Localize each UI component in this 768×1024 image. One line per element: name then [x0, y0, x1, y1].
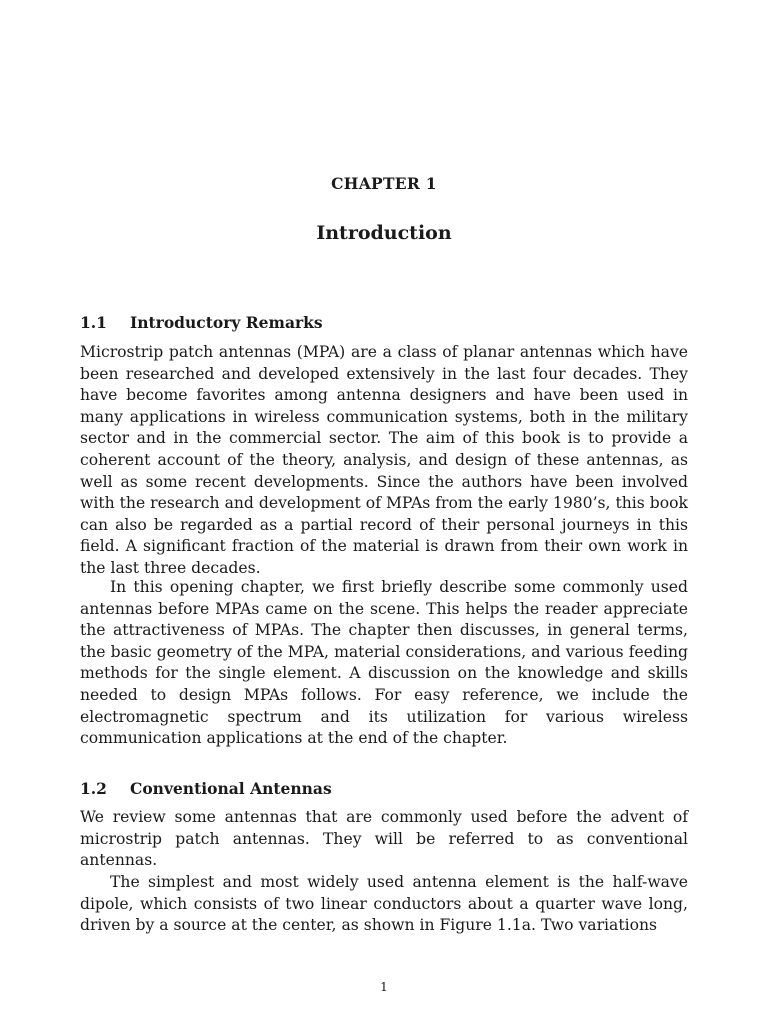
book-page — [80, 0, 688, 1024]
paragraph: The simplest and most widely used antenna element is the half-wave dipole, which consists of two linear conductors about a quarter wave long, driven by a source at the center, as shown in Figure 1.1a. Two variations — [80, 873, 688, 935]
section-heading — [80, 779, 332, 798]
chapter-title: Introduction — [316, 222, 452, 244]
section-number: 1.1 — [80, 313, 107, 332]
page-number: 1 — [380, 980, 388, 994]
section-number: 1.2 — [80, 779, 107, 798]
paragraph: We review some antennas that are commonly used before the advent of microstrip patch antennas. They will be referred to as conventional antennas. — [80, 808, 688, 870]
chapter-label: CHAPTER 1 — [331, 174, 437, 193]
paragraph: Microstrip patch antennas (MPA) are a class of planar antennas which have been researched and developed extensively in the last four decades. They have become favorites among antenna designers and have been used in many applications in wireless communication systems, both in the military sector and in the commercial sector. The aim of this book is to provide a coherent account of the theory, analysis, and design of these antennas, as well as some recent developments. Since the authors have been involved with the research and development of MPAs from the early 1980’s, this book can also be regarded as a partial record of their personal journeys in this field. A significant fraction of the material is drawn from their own work in the last three decades. — [80, 343, 688, 577]
paragraph: In this opening chapter, we first briefly describe some commonly used antennas before MPAs came on the scene. This helps the reader appreciate the attractiveness of MPAs. The chapter then discusses, in general terms, the basic geometry of the MPA, material considerations, and various feeding methods for the single element. A discussion on the knowledge and skills needed to design MPAs follows. For easy reference, we include the electromagnetic spectrum and its utilization for various wireless communication applications at the end of the chapter. — [80, 578, 688, 748]
section-title: Introductory Remarks — [130, 313, 323, 332]
section-heading — [80, 313, 323, 332]
section-title: Conventional Antennas — [130, 779, 332, 798]
